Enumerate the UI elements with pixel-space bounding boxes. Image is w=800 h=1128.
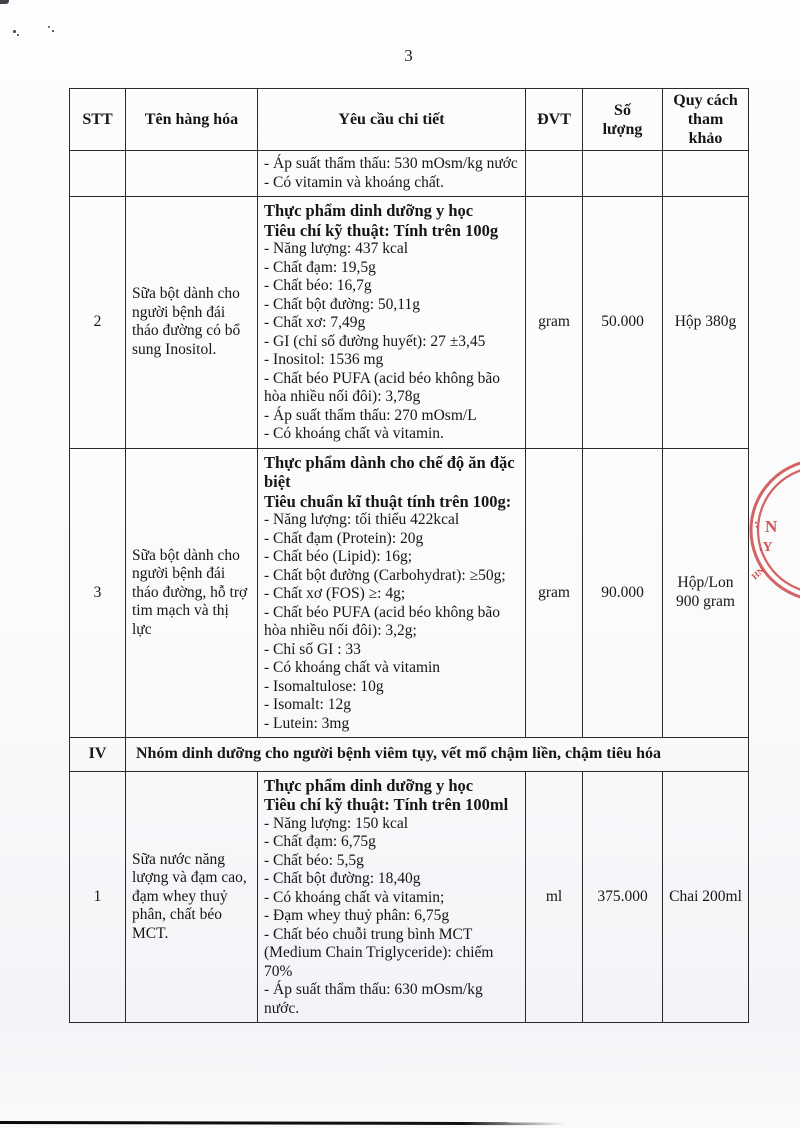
detail-line: - Chất béo (Lipid): 16g; [264, 548, 413, 565]
cell-spec [663, 151, 749, 197]
header-row [70, 89, 749, 151]
detail-line: Thực phẩm dinh dưỡng y học [264, 201, 474, 220]
detail-line: Tiêu chí kỹ thuật: Tính trên 100g [264, 220, 499, 240]
detail-line: - Có khoáng chất và vitamin [264, 659, 441, 676]
stamp-letter-y: .Y [759, 540, 773, 555]
red-stamp-partial [748, 456, 800, 606]
table-row [70, 151, 749, 197]
cell-qty: 375.000 [583, 771, 663, 1023]
table-row [70, 771, 749, 1023]
detail-line: - Inositol: 1536 mg [264, 351, 384, 368]
cell-qty: 90.000 [583, 448, 663, 738]
detail-line: - Isomaltulose: 10g [264, 677, 384, 695]
detail-line: - Chất xơ (FOS) ≥: 4g; [264, 585, 406, 602]
cell-qty: 50.000 [583, 197, 663, 449]
cell-details [258, 771, 526, 1023]
cell-details [258, 197, 526, 449]
cell-name [126, 151, 258, 197]
cell-stt [70, 151, 126, 197]
detail-line: - Áp suất thẩm thấu: 630 mOsm/kg nước. [264, 981, 483, 1017]
scan-speckle [17, 34, 19, 36]
cell-name: Sữa bột dành cho người bệnh đái tháo đường, hỗ trợ tim mạch và thị lực [126, 448, 258, 738]
cell-stt: 3 [70, 448, 126, 738]
cell-spec: Chai 200ml [663, 771, 749, 1023]
cell-name: Sữa nước năng lượng và đạm cao, đạm whey thuỷ phân, chất béo MCT. [126, 771, 258, 1023]
cell-stt: 2 [70, 197, 126, 449]
detail-line: - Chất đạm: 6,75g [264, 833, 376, 850]
cell-stt: 1 [70, 771, 126, 1023]
scan-corner-artifact [0, 0, 9, 4]
stamp-small-text: HN [749, 565, 767, 582]
table-row [70, 448, 749, 738]
detail-line: - GI (chỉ số đường huyết): 27 ±3,45 [264, 332, 486, 350]
detail-line: - Lutein: 3mg [264, 714, 350, 732]
detail-line: Thực phẩm dinh dưỡng y học [264, 775, 474, 795]
detail-line: - Chất bột đường: 50,11g [264, 295, 420, 313]
column-header: Tên hàng hóa [126, 89, 258, 151]
cell-dvt [526, 151, 583, 197]
spec-table [69, 88, 749, 1023]
detail-line: - Áp suất thẩm thấu: 270 mOsm/L [264, 406, 477, 424]
detail-line: - Áp suất thẩm thấu: 530 mOsm/kg nước [264, 155, 518, 172]
column-header: STT [70, 89, 126, 151]
column-header: ĐVT [526, 89, 583, 151]
stamp-dots: : [752, 515, 760, 531]
column-header: Quy cách tham khảo [663, 89, 749, 151]
detail-line: - Có khoáng chất và vitamin. [264, 425, 444, 442]
detail-line: - Isomalt: 12g [264, 696, 351, 713]
section-number-cell: IV [70, 738, 126, 772]
detail-line: Tiêu chí kỹ thuật: Tính trên 100ml [264, 795, 509, 814]
table-row [70, 197, 749, 449]
detail-line: - Đạm whey thuỷ phân: 6,75g [264, 907, 450, 924]
cell-details [258, 448, 526, 738]
detail-line: - Có vitamin và khoáng chất. [264, 173, 444, 191]
detail-line: Thực phẩm dành cho chế độ ăn đặc biệt [264, 452, 515, 491]
cell-qty [583, 151, 663, 197]
column-header: Số lượng [583, 89, 663, 151]
detail-line: Tiêu chuẩn kĩ thuật tính trên 100g: [264, 491, 512, 511]
detail-line: - Chất béo PUFA (acid béo không bão hòa nhiều nối đôi): 3,2g; [264, 603, 501, 639]
detail-line: - Có khoáng chất và vitamin; [264, 888, 445, 906]
detail-line: - Chất xơ: 7,49g [264, 314, 366, 331]
cell-name: Sữa bột dành cho người bệnh đái tháo đường có bổ sung Inositol. [126, 197, 258, 449]
scan-speckle [52, 30, 54, 32]
detail-line: - Chất đạm: 19,5g [264, 258, 376, 276]
detail-line: - Chỉ số GI : 33 [264, 640, 361, 658]
scan-speckle [13, 30, 16, 33]
cell-dvt: gram [526, 448, 583, 738]
detail-line: - Chất đạm (Protein): 20g [264, 529, 424, 547]
section-row [70, 738, 749, 772]
cell-dvt: gram [526, 197, 583, 449]
scan-edge-artifact [0, 1121, 565, 1126]
column-header: Yêu cầu chi tiết [258, 89, 526, 151]
detail-line: - Chất béo: 5,5g [264, 851, 364, 869]
cell-spec: Hộp/Lon 900 gram [663, 448, 749, 738]
scan-speckle [48, 26, 50, 28]
cell-dvt: ml [526, 771, 583, 1023]
detail-line: - Chất béo: 16,7g [264, 277, 372, 294]
cell-details [258, 151, 526, 197]
detail-line: - Năng lượng: 150 kcal [264, 814, 409, 832]
stamp-letter-n: N [765, 517, 778, 536]
section-label: Nhóm dinh dưỡng cho người bệnh viêm tụy, vết mổ chậm liền, chậm tiêu hóa [126, 738, 749, 772]
detail-line: - Chất bột đường: 18,40g [264, 870, 421, 887]
page-number: 3 [404, 46, 413, 65]
detail-line: - Chất béo chuỗi trung bình MCT (Medium Chain Triglyceride): chiếm 70% [264, 925, 494, 980]
detail-line: - Chất béo PUFA (acid béo không bão hòa nhiều nối đôi): 3,78g [264, 369, 501, 405]
table-header-row [70, 89, 749, 151]
detail-line: - Năng lượng: 437 kcal [264, 240, 409, 257]
table-body [70, 151, 749, 1023]
detail-line: - Chất bột đường (Carbohydrat): ≥50g; [264, 566, 506, 584]
cell-spec: Hộp 380g [663, 197, 749, 449]
detail-line: - Năng lượng: tối thiểu 422kcal [264, 511, 460, 528]
